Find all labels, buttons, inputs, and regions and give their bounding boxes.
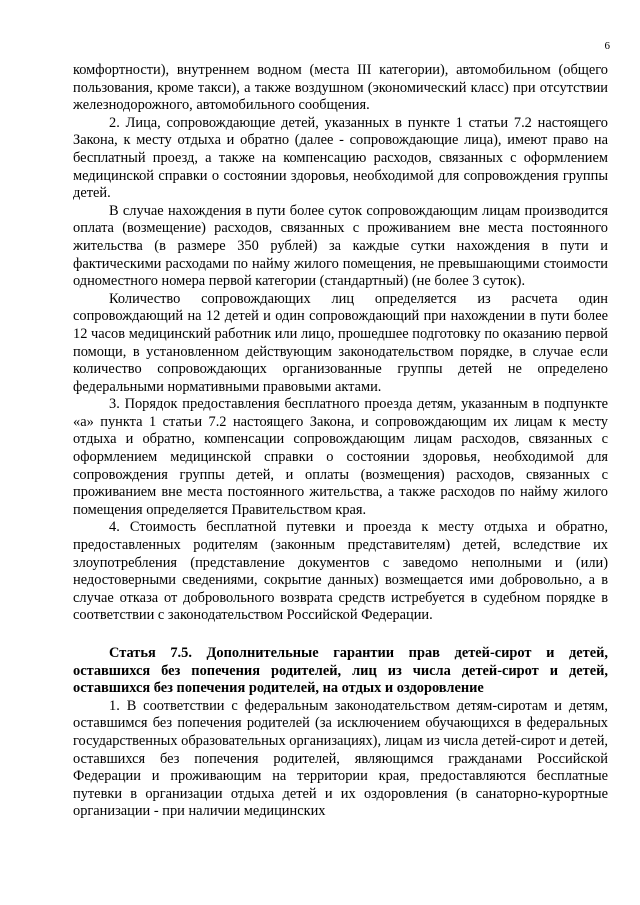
paragraph-escort-count: Количество сопровождающих лиц определяется из расчета один сопровождающий на 12 детей и один сопровождающий при нахождении в пути более 12 часов медицинский работник или лицо, прошедшее подготовку по оказанию первой помощи, в установленном действующим законодательством порядке, в случае если количество сопровождающих организованные группы детей не определено федеральными нормативными правовыми актами. xyxy=(73,290,608,395)
paragraph-travel-expenses: В случае нахождения в пути более суток сопровождающим лицам производится оплата (возмещение) расходов, связанных с проживанием вне места постоянного жительства (в размере 350 рублей) за каждые сутки нахождения в пути и фактическими расходами по найму жилого помещения, не превышающими стоимости одноместного номера первой категории (стандартный) (не более 3 суток). xyxy=(73,202,608,290)
paragraph-item-2: 2. Лица, сопровождающие детей, указанных в пункте 1 статьи 7.2 настоящего Закона, к месту отдыха и обратно (далее - сопровождающие лица), имеют право на бесплатный проезд, а также на компенсацию расходов, связанных с оформлением медицинской справки о состоянии здоровья, необходимой для сопровождения группы детей. xyxy=(73,114,608,202)
document-body xyxy=(73,62,608,821)
paragraph-item-3: 3. Порядок предоставления бесплатного проезда детям, указанным в подпункте «а» пункта 1 статьи 7.2 настоящего Закона, и сопровождающим их лицам к месту отдыха и обратно, компенсации сопровождающим лицам расходов, связанных с оформлением медицинской справки о состоянии здоровья, необходимой для сопровождения группы детей, и оплаты (возмещения) расходов, связанных с проживанием вне места постоянного жительства, а также расходов по найму жилого помещения определяется Правительством края. xyxy=(73,396,608,518)
page-number: 6 xyxy=(604,40,610,52)
article-heading: Статья 7.5. Дополнительные гарантии прав детей-сирот и детей, оставшихся без попечения родителей, лиц из числа детей-сирот и детей, оставшихся без попечения родителей, на отдых и оздоровление xyxy=(73,645,608,697)
article-paragraph-1: 1. В соответствии с федеральным законодательством детям-сиротам и детям, оставшимся без попечения родителей (за исключением обучающихся в федеральных государственных образовательных организациях), лицам из числа детей-сирот и детей, оставшихся без попечения родителей, являющимся гражданами Российской Федерации и проживающим на территории края, предоставляются бесплатные путевки в организации отдыха детей и их оздоровления (в санаторно-курортные организации - при наличии медицинских xyxy=(73,697,608,820)
paragraph-item-4: 4. Стоимость бесплатной путевки и проезда к месту отдыха и обратно, предоставленных родителям (законным представителям) детей, вследствие их злоупотребления (представление документов с заведомо неполными и (или) недостоверными сведениями, сокрытие данных) возмещается ими добровольно, а в случае отказа от добровольного возврата средств истребуется в судебном порядке в соответствии с законодательством Российской Федерации. xyxy=(73,519,608,624)
paragraph-continuation: комфортности), внутреннем водном (места III категории), автомобильном (общего пользования, кроме такси), а также воздушном (экономический класс) при отсутствии железнодорожного, автомобильного сообщения. xyxy=(73,62,608,114)
